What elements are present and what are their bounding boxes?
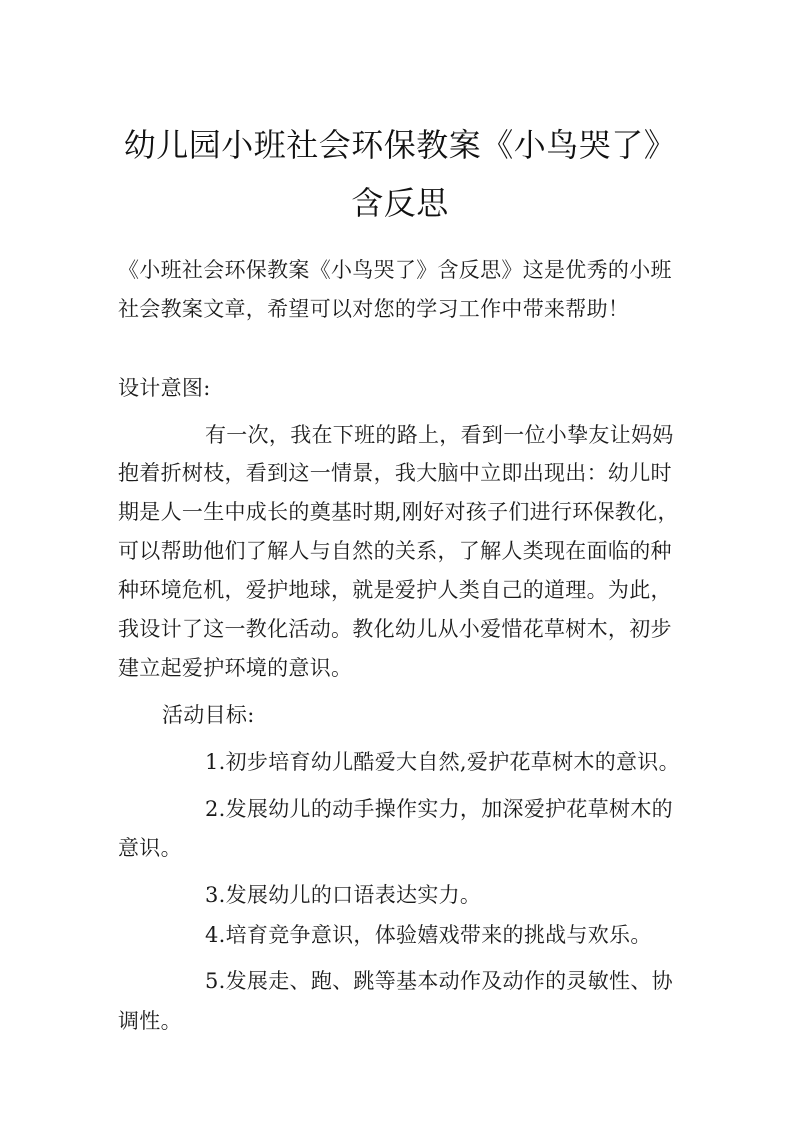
design-line-4: 可以帮助他们了解人与自然的关系，了解人类现在面临的种 [118,539,672,563]
design-line-5: 种环境危机，爱护地球，就是爱护人类自己的道理。为此， [118,578,672,602]
section-heading-goals: 活动目标: [162,703,255,727]
design-line-3: 期是人一生中成长的奠基时期,刚好对孩子们进行环保教化， [118,500,679,524]
goal-line-2: 2.发展幼儿的动手操作实力，加深爱护花草树木的 [205,797,673,821]
goal-line-1: 1.初步培育幼儿酷爱大自然,爱护花草树木的意识。 [205,750,680,774]
section-heading-design: 设计意图: [118,376,211,400]
goal-line-5-cont: 调性。 [118,1009,182,1033]
goal-line-4: 4.培育竞争意识，体验嬉戏带来的挑战与欢乐。 [205,923,652,947]
document-title: 幼儿园小班社会环保教案《小鸟哭了》含反思 [123,126,677,222]
goal-line-5: 5.发展走、跑、跳等基本动作及动作的灵敏性、协 [205,969,673,993]
design-line-6: 我设计了这一教化活动。教化幼儿从小爱惜花草树木，初步 [118,617,672,641]
design-line-1: 有一次，我在下班的路上，看到一位小挚友让妈妈 [205,423,674,447]
intro-line-2: 社会教案文章，希望可以对您的学习工作中带来帮助！ [118,297,630,321]
goal-line-2-cont: 意识。 [118,836,182,860]
design-line-2: 抱着折树枝，看到这一情景，我大脑中立即出现出：幼儿时 [118,461,672,485]
design-line-7: 建立起爱护环境的意识。 [118,656,353,680]
intro-line-1: 《小班社会环保教案《小鸟哭了》含反思》这是优秀的小班 [118,258,672,282]
goal-line-3: 3.发展幼儿的口语表达实力。 [205,883,482,907]
